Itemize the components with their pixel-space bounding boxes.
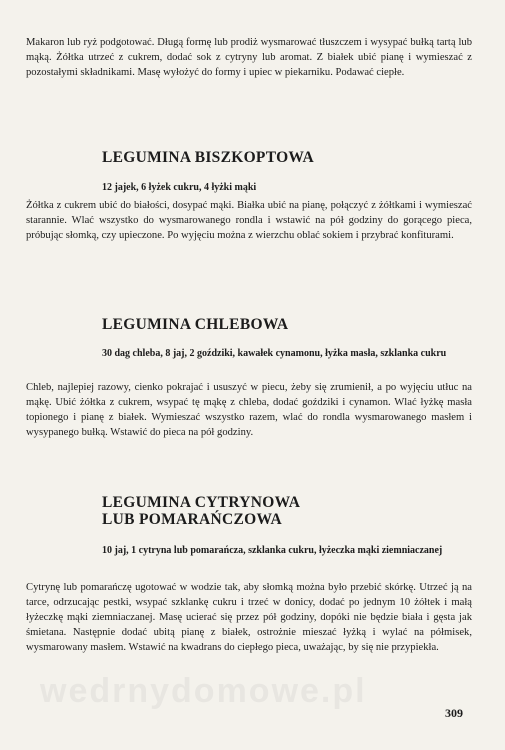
instructions-cytrynowa: Cytrynę lub pomarańczę ugotować w wodzie tak, aby słomką można było przebić skórkę. Utrzeć ją na tarce, odrzucając pestki, wsypać szklankę cukru i trzeć w donicy, dodać po jednym 10 żółtek i małą łyżeczkę mąki ziemniaczanej. Masę ucierać się przez pół godziny, dopóki nie będzie biała i gęsta jak śmietana. Następnie dodać ubitą pianę z białek, ostrożnie mieszać łyżką i wylać na półmisek, wysmarowany masłem. Wstawić na kwadrans do ciepłego pieca, uważając, by się nie przypiekła.	[26, 582, 472, 653]
recipe-title-biszkoptowa: LEGUMINA BISZKOPTOWA	[102, 149, 314, 166]
watermark: wedrnydomowe.pl	[40, 672, 367, 710]
intro-paragraph: Makaron lub ryż podgotować. Długą formę lub prodiż wysmarować tłuszczem i wysypać bułką tartą lub mąką. Żółtka utrzeć z cukrem, dodać sok z cytryny lub aromat. Z białek ubić pianę i wymieszać z pozostałymi składnikami. Masę wyłożyć do formy i upiec w piekarniku. Podawać ciepłe.	[26, 37, 472, 78]
recipe-title-chlebowa: LEGUMINA CHLEBOWA	[102, 316, 289, 333]
ingredients-biszkoptowa: 12 jajek, 6 łyżek cukru, 4 łyżki mąki	[102, 182, 257, 193]
recipe-title-cytrynowa-line1: LEGUMINA CYTRYNOWA	[102, 494, 301, 511]
recipe-title-cytrynowa-line2: LUB POMARAŃCZOWA	[102, 511, 283, 528]
page-number: 309	[445, 706, 463, 720]
instructions-biszkoptowa: Żółtka z cukrem ubić do białości, dosypać mąki. Białka ubić na pianę, połączyć z żółtkami i wymieszać starannie. Wlać wszystko do wysmarowanego rondla i wstawić na pół godziny do gorącego pieca, próbując słomką, czy upieczone. Po wyjęciu można z wierzchu oblać sokiem i przybrać konfiturami.	[26, 200, 472, 241]
ingredients-cytrynowa: 10 jaj, 1 cytryna lub pomarańcza, szklanka cukru, łyżeczka mąki ziemniaczanej	[102, 545, 443, 556]
ingredients-chlebowa: 30 dag chleba, 8 jaj, 2 goździki, kawałek cynamonu, łyżka masła, szklanka cukru	[102, 348, 447, 359]
instructions-chlebowa: Chleb, najlepiej razowy, cienko pokrajać i ususzyć w piecu, żeby się zrumienił, a po wyjęciu utłuc na mąkę. Ubić żółtka z cukrem, wsypać tę mąkę z chleba, dodać goździki i cynamon. Wlać łyżkę masła topionego i pianę z białek. Wymieszać wszystko razem, wlać do rondla wysmarowanego masłem i wysypanego bułką. Wstawić do pieca na pół godziny.	[26, 382, 472, 438]
